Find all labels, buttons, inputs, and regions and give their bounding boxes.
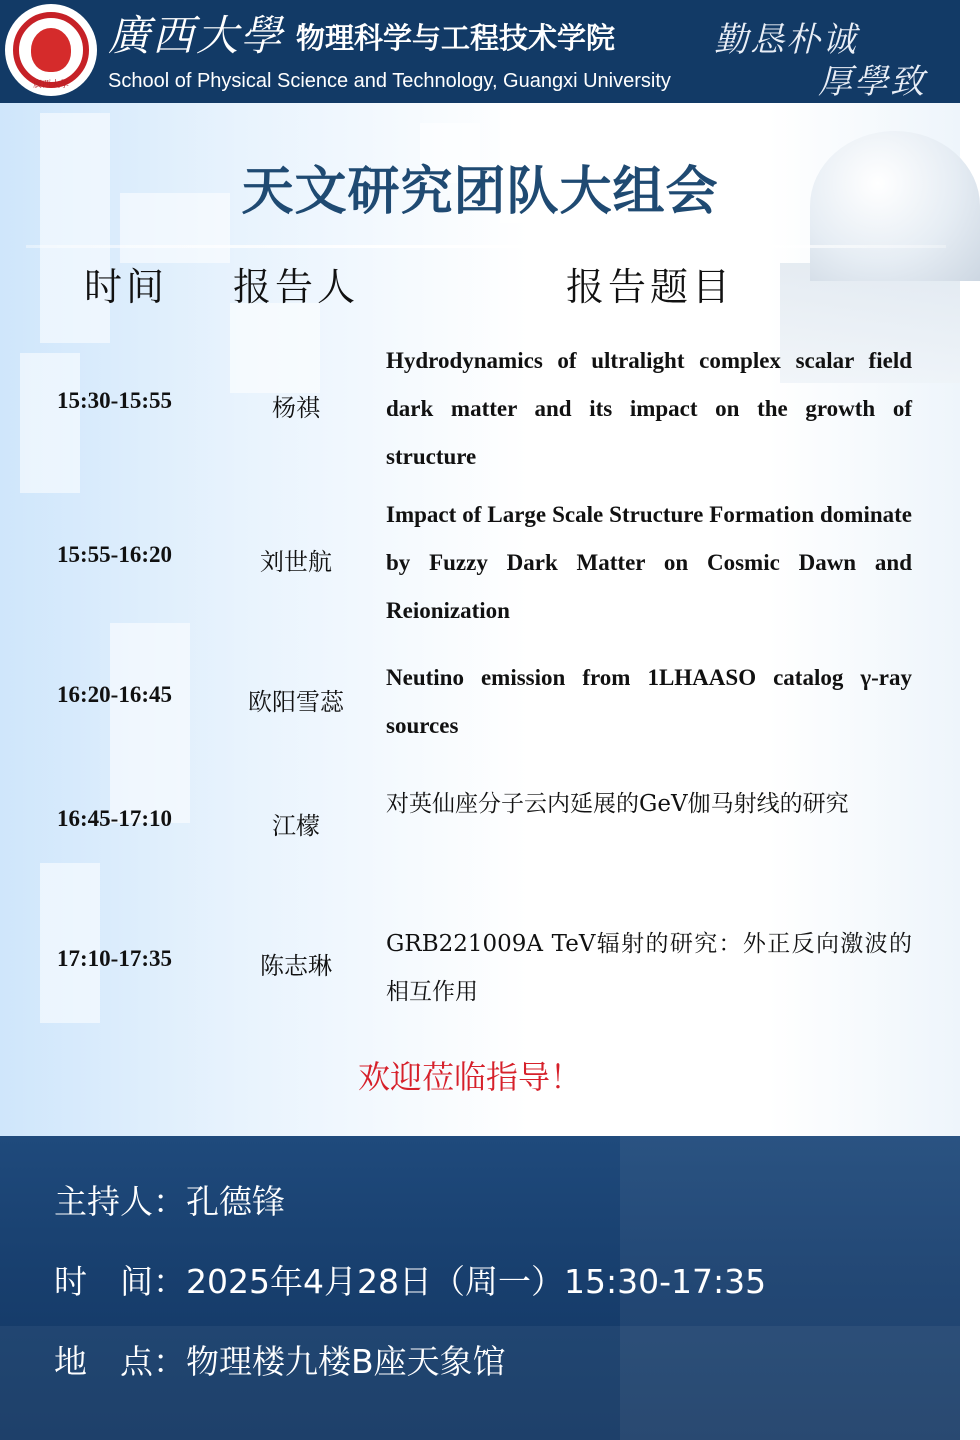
talk-speaker: 杨祺 xyxy=(272,394,320,422)
schedule-panel xyxy=(0,103,960,1136)
place-line xyxy=(54,1340,506,1384)
background-decoration xyxy=(110,623,190,823)
title-divider xyxy=(26,245,946,248)
talk-time: 15:55-16:20 xyxy=(57,542,172,567)
column-header-time: 时间 xyxy=(84,265,169,309)
talk-topic: GRB221009A TeV辐射的研究：外正反向激波的相互作用 xyxy=(386,931,912,1005)
school-name-cn: 物理科学与工程技术学院 xyxy=(296,21,616,55)
school-name-en: School of Physical Science and Technology, Guangxi University xyxy=(108,70,671,92)
column-header-topic: 报告题目 xyxy=(566,265,735,309)
talk-topic: Hydrodynamics of ultralight complex scalar field dark matter and its impact on the growth of structure xyxy=(386,348,912,469)
place-value: 物理楼九楼B座天象馆 xyxy=(186,1342,506,1381)
university-name-cn: 廣西大學 xyxy=(108,11,285,60)
logo-emblem xyxy=(31,28,71,72)
time-label: 时 间： xyxy=(54,1262,186,1301)
host-value: 孔德锋 xyxy=(186,1182,285,1221)
talk-time: 16:45-17:10 xyxy=(57,806,172,831)
talk-topic: Neutino emission from 1LHAASO catalog γ-ray sources xyxy=(386,665,912,738)
talk-topic: Impact of Large Scale Structure Formation dominate by Fuzzy Dark Matter on Cosmic Dawn and Reionization xyxy=(386,502,912,623)
motto-line-1: 勤恳朴诚 xyxy=(714,20,858,60)
place-label: 地 点： xyxy=(54,1342,186,1381)
column-header-speaker: 报告人 xyxy=(233,265,360,309)
background-decoration xyxy=(40,863,100,1023)
logo-text: 廣西大學 xyxy=(32,80,69,90)
host-line xyxy=(54,1180,285,1224)
host-label: 主持人： xyxy=(54,1182,186,1221)
talk-time: 15:30-15:55 xyxy=(57,388,172,413)
event-title: 天文研究团队大组会 xyxy=(241,162,719,222)
event-info-footer xyxy=(0,1136,960,1440)
talk-time: 17:10-17:35 xyxy=(57,946,172,971)
time-value: 2025年4月28日（周一）15:30-17:35 xyxy=(186,1262,767,1301)
header-banner xyxy=(0,0,960,103)
motto-line-2: 厚學致 xyxy=(818,62,926,102)
talk-time: 16:20-16:45 xyxy=(57,682,172,707)
talk-speaker: 刘世航 xyxy=(260,548,332,576)
university-logo xyxy=(5,4,97,96)
talk-topic: 对英仙座分子云内延展的GeV伽马射线的研究 xyxy=(386,791,849,817)
talk-speaker: 陈志琳 xyxy=(260,952,332,980)
welcome-message: 欢迎莅临指导！ xyxy=(357,1058,582,1096)
background-decoration xyxy=(20,353,80,493)
talk-speaker: 江檬 xyxy=(272,812,320,840)
time-line xyxy=(54,1260,766,1304)
background-decoration xyxy=(230,303,320,393)
talk-speaker: 欧阳雪蕊 xyxy=(248,688,344,716)
